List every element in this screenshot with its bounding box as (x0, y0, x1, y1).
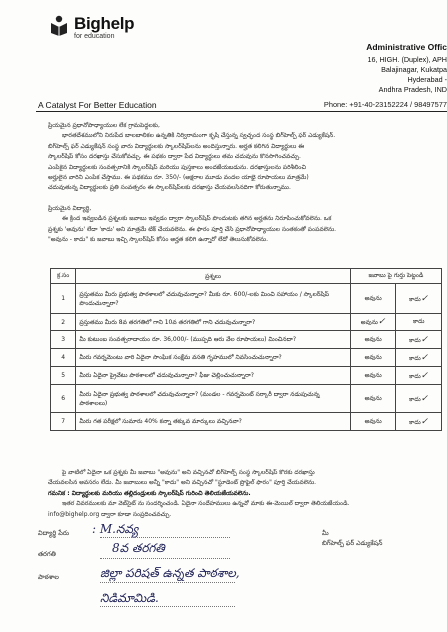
tick-mark: ✓ (420, 416, 429, 427)
signature-label: మీ (322, 530, 329, 537)
text-line: ప్రశ్నకు 'అవును' లేదా 'కాదు' అని మాత్రమే టిక్ చేయవలెను. ఈ ఫారం పూర్తి చేసి ప్రధానోపాధ్యాయుల సంతకంతో పంపవలెను. (48, 225, 337, 233)
answer-no[interactable]: కాదు (396, 314, 442, 331)
name-dotted-line (100, 537, 230, 538)
school-dotted-line (100, 582, 235, 583)
table-row (51, 284, 442, 314)
text-line: స్కాలర్‌షిప్ కోసం దరఖాస్తు చేసుకోవచ్చు. ఈ పథకం ద్వారా పేద విద్యార్థులు తమ చదువును కొనసాగించవచ్చు. (48, 153, 301, 161)
table-row (51, 331, 442, 349)
row-question: ప్రస్తుతము మీరు 8వ తరగతిలో గాని 10వ తరగతిలో గాని చదువుచున్నారా? (76, 314, 351, 331)
tick-mark: ✓ (420, 370, 429, 381)
answer-no-label: కాదు (409, 336, 421, 344)
text-line: "అవును - కాదు" కు జవాబు ఇచ్చి స్కాలర్‌షిప్ కోసం అర్హత కలిగి ఉన్నారో లేదో తెలుసుకోవలెను. (48, 236, 268, 244)
text-line: గమనిక : విద్యార్థులకు మరియు తల్లిదండ్రులకు స్కాలర్‌షిప్ గురించి తెలియజేయవలెను. (48, 489, 251, 497)
row-question: మీరు గవర్నమెంటు వారి ఏదైనా సాంఘిక సంక్షేమ వసతి గృహములో నివసించుచున్నారా? (76, 349, 351, 367)
signature-org: బిగ్‌హెల్ప్ ఫర్ ఎడ్యుకేషన్ (322, 540, 383, 547)
answer-no[interactable] (396, 284, 442, 314)
address-line: Balajinagar, Kukatpa (381, 65, 447, 74)
answer-yes[interactable]: అవును (350, 331, 396, 349)
answer-no-label: కాదు (409, 418, 421, 426)
address-block (267, 42, 447, 95)
answer-yes[interactable] (350, 314, 396, 331)
tick-mark: ✓ (420, 352, 429, 363)
student-name-value[interactable]: : M.నవ్య (92, 522, 139, 536)
row-number: 7 (51, 413, 76, 431)
answer-no-label: కాదు (409, 372, 421, 380)
row-number: 4 (51, 349, 76, 367)
answer-yes[interactable]: అవును (350, 349, 396, 367)
answer-no[interactable] (396, 367, 442, 385)
text-line: అర్హులైన వారిని ఎంపిక చేస్తాము. ఈ పథకము రూ. 350/- (అక్షరాల మూడు వందల యాభై రూపాయలు మాత్రమే) (48, 174, 309, 182)
table-row (51, 385, 442, 413)
text-line: ఈ క్రింద ఇవ్వబడిన ప్రశ్నలకు జవాబు ఇవ్వడం ద్వారా స్కాలర్‌షిప్ పొందుటకు తగిన అర్హతను నిరూపించుకోవలెను. ఒక (62, 215, 332, 223)
bighelp-logo-icon (48, 14, 70, 36)
answer-no-label: కాదు (409, 295, 421, 303)
intro-paragraph (48, 121, 443, 194)
answer-no[interactable] (396, 331, 442, 349)
table-row (51, 367, 442, 385)
table-header-row (51, 269, 442, 284)
address-line: Andhra Pradesh, IND (378, 85, 447, 94)
text-line: ఎంపికైన విద్యార్థులకు సంవత్సరానికి స్కాలర్‌షిప్ మరియు పుస్తకాలు అందజేయబడును. దరఖాస్తులను పరిశీలించి (48, 163, 306, 171)
student-greeting: ప్రియమైన విద్యార్థి, (48, 205, 92, 212)
row-question: మీ కుటుంబ సంవత్సరాదాయం రూ. 36,000/- (ముప్పది ఆరు వేల రూపాయలు) మించినదా? (76, 331, 351, 349)
table-row (51, 314, 442, 331)
footer-notes (48, 468, 443, 520)
row-question: మీరు ఏదైనా ప్రైవేటు పాఠశాలలో చదువుచున్నారా? ఫీజు చెల్లించుచున్నారా? (76, 367, 351, 385)
answer-yes-label: అవును (360, 319, 378, 326)
answer-yes[interactable]: అవును (350, 385, 396, 413)
row-question: ప్రస్తుతము మీరు ప్రభుత్వ పాఠశాలలో చదువుచున్నారా? మీకు రూ. 600/-లకు మించి సహాయం / స్కాలర్‌షిప్ పొందుచున్నారా? (76, 284, 351, 314)
tick-mark: ✓ (420, 393, 429, 404)
brand-subtitle: for education (74, 33, 115, 40)
row-question: మీరు ఏదైనా ప్రభుత్వ పాఠశాలలో చదువుచున్నారా? (మండల - గవర్నమెంట్ సర్కారీ ద్వారా నడుపుచున్న పాఠశాలలు) (76, 385, 351, 413)
answer-yes[interactable]: అవును (350, 413, 396, 431)
phone-number: Phone: +91-40-23152224 / 98497577 (323, 100, 447, 109)
answer-yes[interactable]: అవును (350, 367, 396, 385)
answer-no-label: కాదు (409, 395, 421, 403)
address-title: Administrative Offic (366, 42, 447, 52)
student-name-label: విద్యార్థి పేరు (38, 529, 70, 537)
address-line: 16, HIGH. (Duplex), APH (367, 55, 447, 64)
school-value-line1[interactable]: జిల్లా పరిషత్ ఉన్నత పాఠశాల, (100, 566, 240, 580)
class-label: తరగతి (38, 550, 56, 558)
tick-mark: ✓ (420, 334, 429, 345)
address-line: Hyderabad - (407, 75, 447, 84)
instructions-paragraph (48, 204, 443, 246)
class-value[interactable]: 8వ తరగతి (112, 541, 165, 555)
row-question: మీరు గత పరీక్షలో సుమారు 40% కన్నా తక్కువ మార్కులు వచ్చినవా? (76, 413, 351, 431)
text-line: భారతదేశములోని నిరుపేద బాలబాలికల ఉన్నతికి నిర్విరామంగా కృషి చేస్తున్న స్వచ్ఛంద సంస్థ బిగ్‌హెల్ప్ ఫర్ ఎడ్యుకేషన్. (62, 132, 336, 140)
school-value-line2[interactable]: నిడిమామిడి. (100, 591, 159, 605)
header-divider (36, 111, 447, 112)
text-line: ప్రియమైన ప్రధానోపాధ్యాయుల లేక గ్రామపెద్దలకు, (48, 122, 160, 129)
table-row (51, 349, 442, 367)
answer-no-label: కాదు (409, 354, 421, 362)
answer-no[interactable] (396, 385, 442, 413)
email-line: info@bighelp.org ద్వారా కూడా సంప్రదించవచ్చు. (48, 510, 172, 518)
text-line: ఇతర వివరములకు మా వెబ్‌సైట్ ను సందర్శించండి. ఏదైనా సందేహములు ఉన్నచో మాకు ఈ-మెయిల్ ద్వారా తెలియజేయండి. (62, 500, 350, 508)
col-header-question: ప్రశ్నలు (76, 269, 351, 284)
school-dotted-line-2 (100, 606, 235, 607)
answer-no[interactable] (396, 349, 442, 367)
tick-mark: ✓ (377, 317, 386, 327)
brand-name: Bighelp (74, 14, 135, 33)
row-number: 5 (51, 367, 76, 385)
text-line: చేయవలసిన అవసరం లేదు. మీ జవాబులు అన్నీ "కాదు" అని వచ్చినచో "స్టూడెంట్ ప్రొఫైల్ ఫారం" పూర్తి చేయవలెను. (48, 479, 317, 487)
text-line: పై వాటిలో ఏదైనా ఒక ప్రశ్నకు మీ జవాబు "అవును" అని వచ్చినచో బిగ్‌హెల్ప్ సంస్థ స్కాలర్‌షిప్ కొరకు దరఖాస్తు (62, 469, 315, 476)
row-number: 3 (51, 331, 76, 349)
row-number: 1 (51, 284, 76, 314)
class-dotted-line (100, 558, 230, 559)
row-number: 6 (51, 385, 76, 413)
col-header-answer: జవాబు పై గుర్తు పెట్టండి (350, 269, 441, 284)
table-row (51, 413, 442, 431)
row-number: 2 (51, 314, 76, 331)
col-header-number: క్ర.సం (51, 269, 76, 284)
answer-yes[interactable]: అవును (350, 284, 396, 314)
answer-no[interactable] (396, 413, 442, 431)
text-line: చదువుతున్న విద్యార్థులకు ప్రతి సంవత్సరం ఈ స్కాలర్‌షిప్‌లకు దరఖాస్తు చేయవలసినదిగా కోరుతున్నాము. (48, 184, 291, 192)
school-label: పాఠశాల (38, 573, 59, 581)
tick-mark: ✓ (420, 293, 429, 304)
text-line: బిగ్‌హెల్ప్ ఫర్ ఎడ్యుకేషన్ సంస్థ వారు విద్యార్థులకు స్కాలర్‌షిప్‌లను అందిస్తున్నారు. అర్హత కలిగిన విద్యార్థులు ఈ (48, 142, 305, 150)
eligibility-table (50, 268, 442, 431)
tagline: A Catalyst For Better Education (38, 100, 157, 110)
